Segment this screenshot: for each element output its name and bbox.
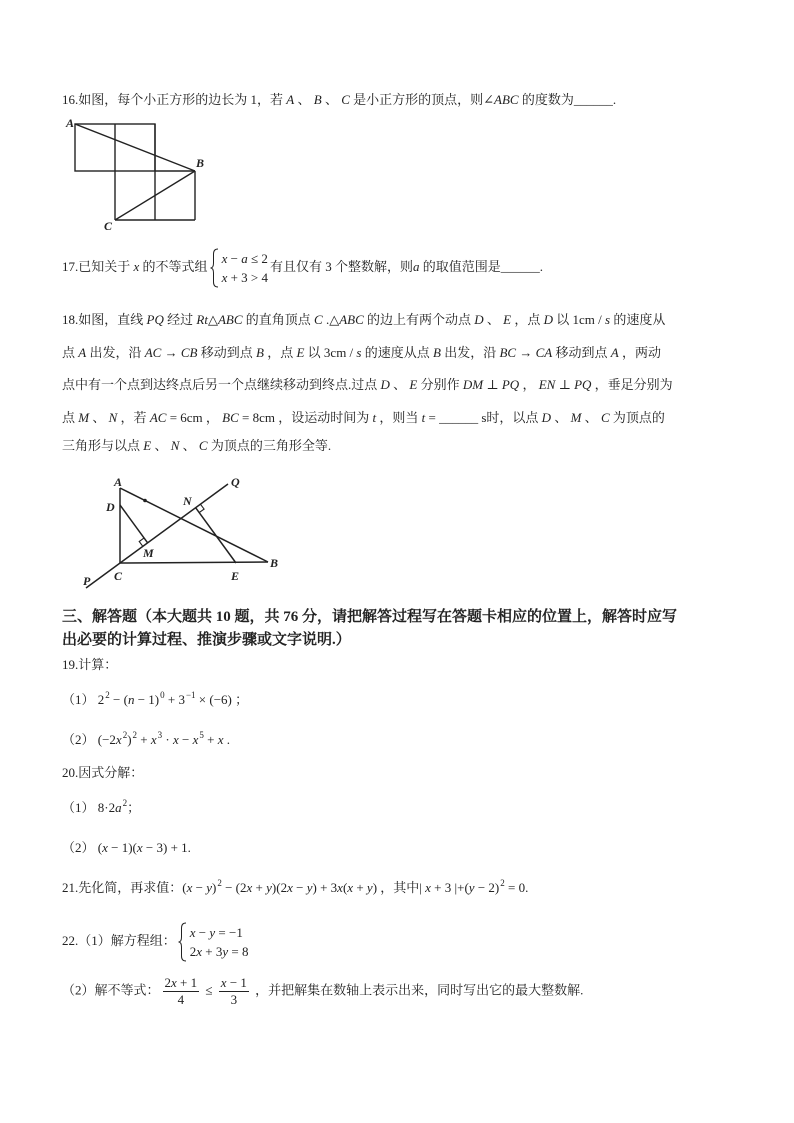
text-segment: + 3 > 4: [227, 270, 269, 285]
text-segment: + 3 |+(: [430, 880, 469, 895]
math-variable: s: [605, 312, 611, 327]
text-segment: − 1)(: [107, 840, 137, 855]
math-variable: x: [220, 975, 227, 990]
math-variable: AC: [144, 345, 162, 360]
math-variable: x: [150, 732, 157, 747]
math-variable: C: [314, 312, 323, 327]
text-segment: →: [161, 345, 181, 360]
text-segment: 、: [581, 410, 601, 425]
math-variable: BC: [222, 410, 239, 425]
math-variable: x: [287, 880, 293, 895]
text-segment: +: [203, 732, 218, 747]
text-segment: .△: [322, 312, 340, 327]
math-variable: N: [108, 410, 118, 425]
text-segment: 出发，沿: [440, 345, 500, 360]
text-segment: ): [127, 732, 132, 747]
math-variable: E: [503, 312, 512, 327]
text-segment: ≤: [202, 982, 216, 998]
text-segment: 是小正方形的顶点，则∠: [349, 92, 495, 107]
math-variable: PQ: [501, 377, 520, 392]
text-segment: 、: [389, 377, 410, 392]
math-variable: B: [313, 92, 322, 107]
math-variable: B: [433, 345, 441, 360]
text-segment: 分别作: [417, 377, 463, 392]
text-segment: −: [292, 880, 307, 895]
text-segment: 21.先化简，再求值：(: [62, 880, 187, 895]
math-variable: A: [286, 92, 295, 107]
text-segment: × (−6) ；: [195, 692, 249, 707]
text-segment: +: [252, 880, 267, 895]
fraction: [219, 975, 249, 1008]
question-20-part-2: [62, 838, 191, 858]
question-16-text: [62, 90, 616, 110]
math-variable: D: [541, 410, 552, 425]
math-variable: BC: [499, 345, 517, 360]
equation-system: [210, 248, 268, 288]
math-variable: D: [380, 377, 390, 392]
text-segment: 3: [230, 992, 238, 1007]
math-variable: y: [222, 944, 229, 959]
point-label-p: P: [83, 574, 91, 588]
text-segment: ⊥: [555, 377, 575, 392]
text-segment: （1） 2: [62, 692, 105, 707]
text-segment: 的速度从点: [361, 345, 433, 360]
text-segment: 17.已知关于: [62, 258, 134, 274]
answer-blank: ______: [573, 92, 613, 107]
point-label-a: A: [66, 116, 75, 130]
text-segment: （2）解不等式：: [62, 982, 160, 998]
text-segment: →: [516, 345, 536, 360]
superscript: 2: [105, 690, 110, 700]
text-segment: 22.（1）解方程组：: [62, 932, 176, 948]
text-segment: ，两动: [618, 345, 661, 360]
point-label-d: D: [106, 500, 115, 514]
math-variable: x: [337, 880, 343, 895]
text-segment: 出发，沿: [86, 345, 145, 360]
math-variable: x: [221, 270, 228, 285]
question-18-figure: [80, 470, 290, 595]
text-segment: −: [195, 925, 210, 940]
math-variable: AC: [149, 410, 167, 425]
math-variable: E: [409, 377, 418, 392]
math-variable: y: [366, 880, 373, 895]
math-variable: CA: [535, 345, 553, 360]
math-variable: E: [296, 345, 305, 360]
superscript: 5: [199, 730, 204, 740]
math-variable: M: [78, 410, 90, 425]
text-segment: − 1: [226, 975, 247, 990]
text-segment: s时，以点: [478, 410, 542, 425]
math-variable: s: [356, 345, 362, 360]
text-segment: − (2: [221, 880, 247, 895]
text-segment: +: [353, 880, 367, 895]
text-segment: ，垂足分别为: [591, 377, 673, 392]
text-segment: )(2: [271, 880, 288, 895]
text-segment: −: [178, 732, 193, 747]
question-19-part-2: [62, 730, 230, 751]
text-segment: = 8: [228, 944, 249, 959]
text-segment: 、: [483, 312, 504, 327]
math-variable: t: [372, 410, 377, 425]
text-segment: 4: [177, 992, 185, 1007]
text-segment: ): [212, 880, 217, 895]
superscript: 2: [122, 730, 128, 740]
system-row: [190, 942, 249, 961]
system-row: [190, 923, 249, 942]
math-variable: M: [570, 410, 582, 425]
text-segment: 的取值范围是: [419, 258, 501, 274]
math-variable: x: [136, 840, 143, 855]
text-segment: = 0.: [504, 880, 529, 895]
text-segment: 移动到点: [552, 345, 611, 360]
question-22-part-1: [62, 922, 251, 962]
text-segment: 为顶点的: [609, 410, 665, 425]
math-variable: x: [173, 732, 179, 747]
text-segment: 、: [89, 410, 109, 425]
text-segment: ⊥: [483, 377, 502, 392]
text-segment: 的速度从: [610, 312, 666, 327]
text-segment: ；: [127, 800, 141, 815]
superscript: 2: [217, 878, 222, 888]
text-segment: −: [192, 880, 207, 895]
math-variable: PQ: [574, 377, 592, 392]
math-variable: Rt: [196, 312, 208, 327]
text-segment: 的直角顶点: [242, 312, 315, 327]
text-segment: − 2): [474, 880, 500, 895]
answer-blank: ______: [439, 410, 479, 425]
text-segment: + 3: [202, 944, 223, 959]
math-variable: CB: [180, 345, 198, 360]
point-label-c: C: [114, 569, 123, 583]
text-segment: ，点: [263, 345, 297, 360]
system-row: [222, 268, 268, 287]
text-segment: 16.如图，每个小正方形的边长为 1，若: [62, 92, 287, 107]
text-segment: 为顶点的三角形全等.: [207, 438, 332, 453]
question-22-part-2: [62, 975, 583, 1008]
math-variable: n: [127, 692, 135, 707]
system-rows: [190, 923, 249, 961]
superscript: 2: [132, 730, 138, 740]
question-20-title: 20.因式分解：: [62, 765, 144, 780]
point-dot: [143, 499, 147, 503]
point-label-a: A: [114, 475, 123, 489]
math-variable: t: [421, 410, 426, 425]
math-variable: x: [425, 880, 431, 895]
math-variable: y: [306, 880, 313, 895]
point-label-b: B: [270, 556, 279, 570]
text-segment: ≤ 2: [247, 251, 268, 266]
math-variable: ABC: [339, 312, 364, 327]
math-variable: ABC: [217, 312, 243, 327]
text-segment: 以 1cm /: [553, 312, 606, 327]
fraction-denominator: [229, 992, 240, 1008]
math-variable: x: [186, 880, 193, 895]
math-variable: D: [474, 312, 484, 327]
text-segment: 2: [189, 944, 197, 959]
math-variable: x: [347, 880, 354, 895]
text-segment: 点中有一个点到达终点后另一个点继续移动到终点.过点: [62, 377, 381, 392]
text-segment: (: [342, 880, 348, 895]
text-segment: 以 3cm /: [304, 345, 357, 360]
text-segment: （1） 8·2: [62, 800, 116, 815]
text-segment: 三角形与以点: [62, 438, 144, 453]
equation-system: [178, 922, 249, 962]
math-variable: B: [256, 345, 264, 360]
question-19-title: 19.计算：: [62, 657, 118, 672]
fraction-numerator: [163, 975, 200, 992]
math-variable: PQ: [146, 312, 164, 327]
segment-dm: [120, 505, 148, 543]
answer-blank: ______: [500, 258, 540, 274]
math-variable: D: [543, 312, 554, 327]
math-variable: ABC: [494, 92, 519, 107]
text-segment: 、: [151, 438, 171, 453]
point-label-n: N: [183, 494, 192, 508]
math-variable: a: [241, 251, 248, 266]
text-segment: .: [539, 258, 544, 274]
point-label-b: B: [196, 156, 205, 170]
text-segment: ，并把解集在数轴上表示出来，同时写出它的最大整数解.: [251, 982, 584, 998]
segment-en: [196, 508, 236, 563]
text-segment: 有且仅有 3 个整数解，则: [270, 258, 414, 274]
text-segment: +: [137, 732, 151, 747]
math-variable: x: [133, 258, 140, 274]
question-18-line-2: [62, 343, 661, 363]
superscript: 2: [122, 798, 128, 808]
text-segment: 的边上有两个动点: [363, 312, 475, 327]
text-segment: − 1): [134, 692, 160, 707]
math-variable: C: [341, 92, 350, 107]
math-variable: EN: [538, 377, 556, 392]
question-20-part-1: [62, 798, 140, 819]
fraction: [163, 975, 200, 1008]
system-row: [222, 249, 268, 268]
fraction-numerator: [219, 975, 249, 992]
point-label-m: M: [143, 546, 154, 560]
point-label-e: E: [231, 569, 240, 583]
math-variable: y: [468, 880, 475, 895]
math-variable: x: [171, 975, 177, 990]
brace-symbol: [210, 248, 219, 288]
question-18-line-3: [62, 375, 673, 395]
right-angle-mark-n: [199, 504, 204, 512]
text-segment: ，若: [117, 410, 150, 425]
fraction-denominator: [176, 992, 187, 1008]
text-segment: =: [425, 410, 440, 425]
text-segment: ，则当: [376, 410, 422, 425]
math-variable: N: [170, 438, 180, 453]
text-segment: （2） (−2: [62, 732, 116, 747]
system-rows: [222, 249, 268, 287]
question-21-text: [62, 878, 528, 899]
question-18-line-1: [62, 310, 665, 330]
superscript: 3: [157, 730, 163, 740]
math-variable: x: [192, 732, 199, 747]
question-19-part-1: [62, 690, 248, 711]
text-segment: = −1: [215, 925, 243, 940]
text-segment: 移动到点: [197, 345, 256, 360]
text-segment: 、: [551, 410, 571, 425]
math-variable: a: [413, 258, 420, 274]
math-variable: x: [189, 925, 196, 940]
superscript: −1: [185, 690, 196, 700]
text-segment: （2） (: [62, 840, 103, 855]
text-segment: + 1: [176, 975, 198, 990]
question-17-text: [62, 248, 543, 288]
question-18-line-4: [62, 408, 665, 428]
text-segment: = 6cm ，: [166, 410, 223, 425]
section-heading-line-1: 三、解答题（本大题共 10 题，共 76 分，请把解答过程写在答题卡相应的位置上，解答时应写: [62, 609, 678, 625]
math-variable: C: [600, 410, 610, 425]
math-variable: a: [115, 800, 122, 815]
text-segment: ) + 3: [312, 880, 338, 895]
text-segment: = 8cm ，设运动时间为: [238, 410, 373, 425]
math-variable: y: [209, 925, 216, 940]
text-segment: ，: [519, 377, 539, 392]
text-segment: −: [227, 251, 242, 266]
segment-ab: [75, 124, 195, 171]
text-segment: ，点: [511, 312, 544, 327]
text-segment: 的度数为: [518, 92, 574, 107]
math-variable: y: [206, 880, 212, 895]
text-segment: △: [207, 312, 218, 327]
text-segment: 经过: [163, 312, 197, 327]
text-segment: − (: [109, 692, 128, 707]
math-variable: A: [610, 345, 619, 360]
math-variable: x: [221, 251, 228, 266]
text-segment: 18.如图，直线: [62, 312, 147, 327]
text-segment: 、: [294, 92, 314, 107]
segment-cb: [120, 562, 268, 563]
math-variable: A: [78, 345, 87, 360]
math-variable: y: [266, 880, 272, 895]
point-label-c: C: [104, 219, 113, 233]
math-variable: x: [115, 732, 122, 747]
text-segment: − 3) + 1.: [142, 840, 191, 855]
superscript: 0: [160, 690, 165, 700]
text-segment: ·: [162, 732, 174, 747]
question-16-figure: [62, 112, 212, 234]
text-segment: 的不等式组: [139, 258, 208, 274]
text-segment: 、: [179, 438, 199, 453]
question-18-line-5: [62, 436, 331, 456]
text-segment: ) ，其中|: [372, 880, 426, 895]
math-variable: x: [102, 840, 108, 855]
section-heading-line-2: 出必要的计算过程、推演步骤或文字说明.）: [62, 632, 351, 648]
math-variable: x: [196, 944, 203, 959]
text-segment: 、: [321, 92, 342, 107]
point-label-q: Q: [231, 475, 240, 489]
math-variable: C: [198, 438, 208, 453]
math-variable: x: [217, 732, 224, 747]
text-segment: 点: [62, 345, 79, 360]
brace-symbol: [178, 922, 187, 962]
math-variable: x: [246, 880, 253, 895]
text-segment: .: [612, 92, 617, 107]
math-variable: DM: [462, 377, 484, 392]
text-segment: .: [223, 732, 231, 747]
text-segment: + 3: [164, 692, 185, 707]
math-variable: E: [143, 438, 152, 453]
text-segment: 2: [164, 975, 172, 990]
text-segment: 点: [62, 410, 79, 425]
superscript: 2: [500, 878, 505, 888]
